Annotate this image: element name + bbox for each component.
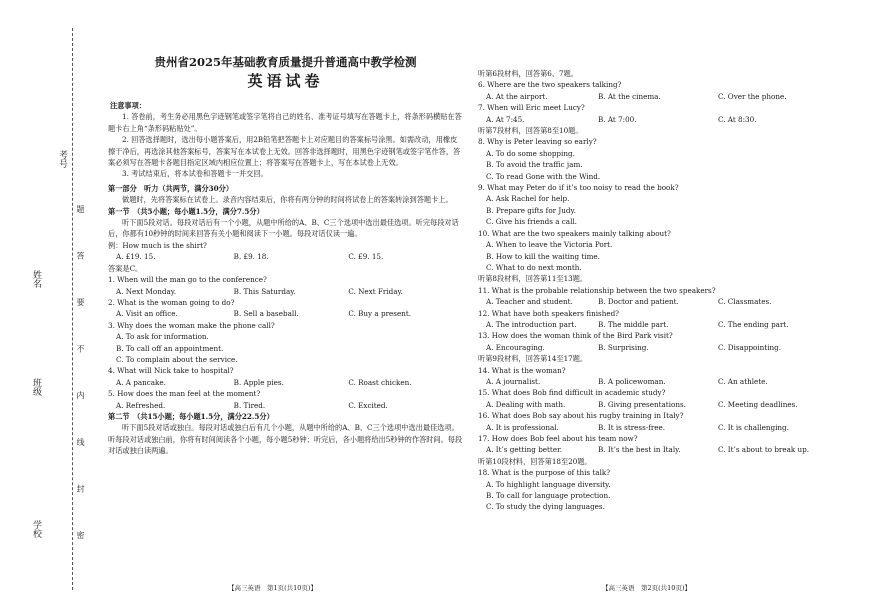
page-1	[108, 55, 463, 457]
binding-strip	[0, 0, 95, 615]
section2-heading: 第二节 （共15小题；每小题1.5分，满分22.5分）	[108, 411, 274, 421]
answer-option-b: B. It is stress-free.	[598, 422, 666, 432]
exam-title: 贵州省2025年基础教育质量提升普通高中教学检测	[154, 55, 417, 69]
answer-option-c: C. Next Friday.	[348, 286, 403, 296]
question-text: 2. What is the woman going to do?	[108, 297, 235, 307]
part1-heading: 第一部分 听力（共两节，满分30分）	[108, 183, 234, 193]
listening-material-heading: 听第7段材料，回答第8至10题。	[478, 126, 583, 136]
answer-option-b: B. Apple pies.	[233, 377, 284, 387]
question-text: 9. What may Peter do if it’s too noisy to read the book?	[478, 183, 679, 193]
answer-option-c: C. What to do next month.	[486, 262, 582, 272]
question-text: 15. What does Bob find difficult in academic study?	[478, 388, 666, 398]
answer-option-a: A. Next Monday.	[116, 286, 177, 296]
answer-option-c: C. Disappointing.	[718, 342, 782, 352]
answer-options	[478, 319, 850, 330]
answer-option-a: A. To ask for information.	[116, 332, 209, 342]
answer-option-b: B. Giving presentations.	[598, 399, 686, 409]
question-text: 11. What is the probable relationship between the two speakers?	[478, 285, 716, 295]
answer-option-b: B. Surprising.	[598, 342, 649, 352]
listening-material-heading: 听第10段材料，回答第18至20题。	[478, 456, 592, 466]
seal-line	[72, 28, 73, 590]
answer-option-b: B. Doctor and patient.	[598, 297, 679, 307]
answer-option-a: A. Visit an office.	[116, 309, 178, 319]
answer-option-b: B. To call for language protection.	[486, 491, 611, 501]
listening-material-heading: 听第6段材料，回答第6、7题。	[478, 69, 578, 78]
answer-option-c: C. Buy a present.	[348, 309, 412, 319]
question-text: 6. Where are the two speakers talking?	[478, 80, 622, 90]
question-text: 14. What is the woman?	[478, 365, 566, 375]
page1-questions	[108, 274, 463, 411]
example-option-c: C. £9. 15.	[348, 252, 384, 262]
answer-option-c: C. The ending part.	[718, 319, 789, 329]
question-text: 1. When will the man go to the conference?	[108, 275, 267, 285]
seal-warning-text: 题 答 要 不 内 线 封 密	[76, 205, 85, 557]
answer-option-c: C. An athlete.	[718, 376, 768, 386]
class-label: 班级	[31, 378, 41, 396]
question-text: 17. How does Bob feel about his team now?	[478, 434, 638, 443]
question-text: 5. How does the man feel at the moment?	[108, 389, 261, 399]
answer-option-c: C. Excited.	[348, 400, 388, 410]
note-2: 2. 回答选择题时，选出每小题答案后，用2B铅笔把答题卡上对应题目的答案标号涂黑。如需改动，用橡皮擦干净后，再选涂其他答案标号，答案写在本试卷上无效。回答非选择题时，用黑色字迹钢笔或签字笔作答，答案必须写在答题卡各题目指定区域内相应位置上；将答案写在答题卡上，写在本试卷上无效。	[108, 135, 461, 168]
answer-option-b: B. Prepare gifts for Judy.	[486, 205, 576, 215]
notes-heading: 注意事项：	[110, 101, 146, 110]
answer-option-a: A. When to leave the Victoria Port.	[486, 240, 613, 250]
answer-option-c: C. Roast chicken.	[348, 377, 412, 387]
question-text: 3. Why does the woman make the phone call?	[108, 320, 275, 330]
question-text: 8. Why is Peter leaving so early?	[478, 137, 597, 147]
answer-option-a: A. Ask Rachel for help.	[486, 194, 570, 204]
school-label: 学校	[31, 520, 41, 538]
answer-option-c: C. To read Gone with the Wind.	[486, 171, 601, 181]
question-text: 13. How does the woman think of the Bird Park visit?	[478, 331, 673, 341]
example-question: 例：How much is the shirt?	[108, 240, 207, 250]
answer-option-a: A. The introduction part.	[486, 319, 577, 329]
answer-option-b: B. To avoid the traffic jam.	[486, 160, 583, 170]
answer-option-b: B. At 7:00.	[598, 114, 637, 124]
answer-option-c: C. To complain about the service.	[116, 354, 238, 364]
answer-option-c: C. At 8:30.	[718, 114, 757, 124]
answer-option-a: A. It is professional.	[486, 422, 559, 432]
answer-option-c: C. Meeting deadlines.	[718, 399, 798, 409]
question-text: 16. What does Bob say about his rugby training in Italy?	[478, 411, 684, 421]
answer-options	[478, 296, 850, 307]
listening-material-heading: 听第8段材料，回答第11至13题。	[478, 274, 588, 284]
question-text: 7. When will Eric meet Lucy?	[478, 103, 585, 113]
answer-options	[478, 376, 850, 387]
exam-number-label: 考号	[57, 150, 67, 168]
answer-options	[478, 422, 850, 433]
answer-option-b: B. To call off an appointment.	[116, 343, 224, 353]
page-2	[478, 68, 850, 513]
answer-option-a: A. A journalist.	[486, 376, 541, 386]
answer-options	[108, 308, 463, 319]
answer-option-b: B. How to kill the waiting time.	[486, 251, 600, 261]
question-text: 18. What is the purpose of this talk?	[478, 468, 611, 478]
section1-heading: 第一节 （共5小题；每小题1.5分，满分7.5分）	[108, 206, 264, 216]
answer-options	[108, 400, 463, 411]
example-answer: 答案是C。	[108, 263, 143, 273]
page1-footer: 【高三英语 第1页(共10页)】	[228, 584, 317, 592]
answer-option-a: A. To highlight language diversity.	[486, 479, 611, 489]
note-3: 3. 考试结束后，将本试卷和答题卡一并交回。	[122, 169, 268, 179]
part1-intro: 做题时，先将答案标在试卷上。录音内容结束后，你将有两分钟的时间将试卷上的答案转涂到答题卡上。	[122, 195, 453, 205]
answer-options	[478, 399, 850, 410]
question-text: 12. What have both speakers finished?	[478, 308, 620, 318]
answer-option-b: B. This Saturday.	[233, 286, 296, 296]
question-text: 4. What will Nick take to hospital?	[108, 366, 234, 376]
example-option-b: B. £9. 18.	[233, 252, 269, 262]
answer-option-a: A. Teacher and student.	[486, 297, 573, 307]
page2-footer: 【高三英语 第2页(共10页)】	[602, 584, 691, 592]
question-text: 10. What are the two speakers mainly talking about?	[478, 228, 671, 238]
answer-option-b: B. At the cinema.	[598, 91, 661, 101]
answer-options	[478, 114, 850, 125]
answer-option-c: C. It is challenging.	[718, 422, 789, 432]
name-label: 姓名	[31, 270, 41, 288]
answer-option-c: C. Classmates.	[718, 297, 772, 307]
answer-options	[478, 444, 850, 455]
answer-option-c: C. It’s about to break up.	[718, 445, 810, 455]
listening-material-heading: 听第9段材料，回答第14至17题。	[478, 354, 588, 364]
answer-option-a: A. Refreshed.	[116, 400, 166, 410]
answer-option-b: B. A policewoman.	[598, 376, 666, 386]
answer-option-a: A. At 7:45.	[486, 114, 525, 124]
answer-option-b: B. The middle part.	[598, 319, 669, 329]
answer-options	[108, 286, 463, 297]
answer-option-c: C. Give his friends a call.	[486, 217, 577, 227]
section1-intro: 听下面5段对话。每段对话后有一个小题，从题中所给的A、B、C三个选项中选出最佳选项。听完每段对话后，你都有10秒钟的时间来回答有关小题和阅读下一小题。每段对话仅读一遍。	[108, 218, 459, 239]
answer-options	[478, 342, 850, 353]
example-options	[108, 251, 463, 262]
answer-option-a: A. At the airport.	[486, 91, 548, 101]
example-option-a: A. £19. 15.	[116, 252, 156, 262]
answer-option-b: B. Tired.	[233, 400, 266, 410]
answer-option-a: A. Encouraging.	[486, 342, 545, 352]
answer-option-a: A. Dealing with math.	[486, 399, 566, 409]
answer-option-b: B. Sell a baseball.	[233, 309, 299, 319]
answer-option-a: A. To do some shopping.	[486, 148, 575, 158]
exam-subtitle: 英语试卷	[247, 72, 324, 90]
answer-option-a: A. A pancake.	[116, 377, 166, 387]
answer-option-a: A. It’s getting better.	[486, 445, 563, 455]
answer-option-c: C. To study the dying languages.	[486, 502, 605, 512]
answer-option-b: B. It’s the best in Italy.	[598, 445, 681, 455]
answer-options	[478, 91, 850, 102]
section2-intro: 听下面5段对话或独白。每段对话或独白后有几个小题，从题中所给的A、B、C三个选项中选出最佳选项。听每段对话或独白前，你将有时间阅读各个小题，每小题5秒钟；听完后，各小题将给出5秒钟的作答时间。每段对话或独白读两遍。	[108, 423, 463, 456]
answer-option-c: C. Over the phone.	[718, 91, 787, 101]
note-1: 1. 答卷前，考生务必用黑色字迹钢笔或签字笔将自己的姓名、准考证号填写在答题卡上，将条形码横贴在答题卡右上角“条形码粘贴处”。	[108, 112, 462, 133]
answer-options	[108, 377, 463, 388]
